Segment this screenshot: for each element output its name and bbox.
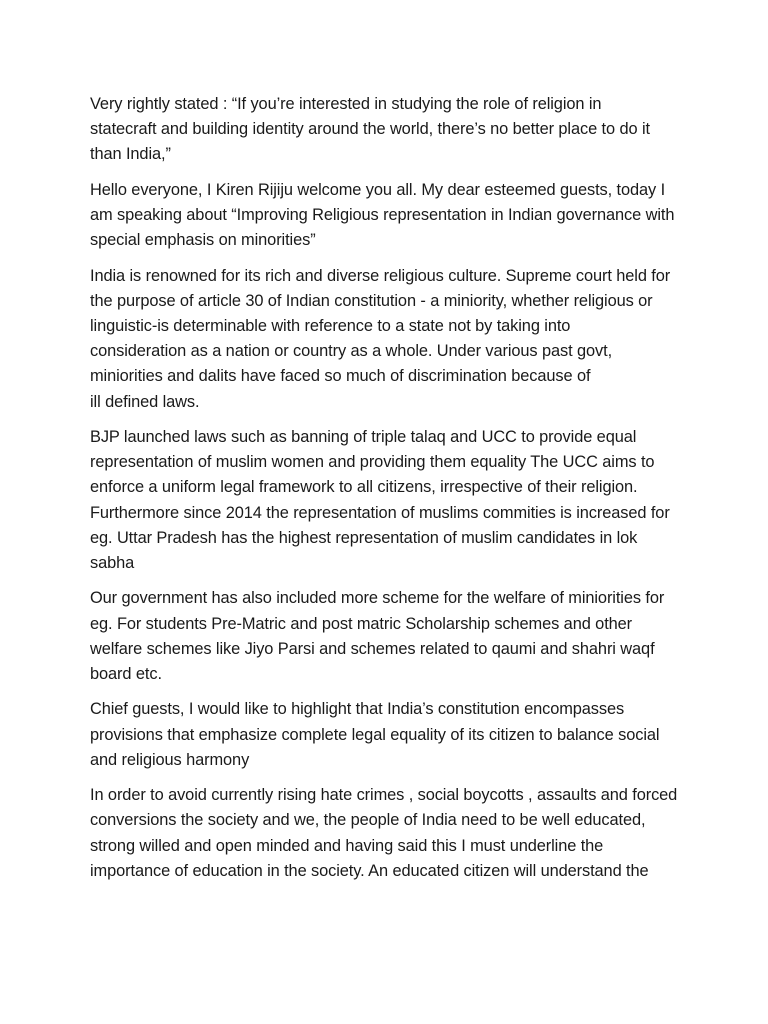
text-line: ill defined laws. <box>90 392 200 411</box>
paragraph-greeting <box>90 178 690 254</box>
text-line: special emphasis on minorities” <box>90 231 316 250</box>
text-line: provisions that emphasize complete legal equality of its citizen to balance social <box>90 725 660 744</box>
text-line: BJP launched laws such as banning of triple talaq and UCC to provide equal <box>90 428 637 446</box>
text-line: eg. Uttar Pradesh has the highest representation of muslim candidates in lok <box>90 528 638 547</box>
text-line: In order to avoid currently rising hate crimes , social boycotts , assaults and forced <box>90 786 678 805</box>
text-line: Chief guests, I would like to highlight that India’s constitution encompasses <box>90 700 625 719</box>
text-line: welfare schemes like Jiyo Parsi and schemes related to qaumi and shahri waqf <box>90 639 655 658</box>
text-line: Hello everyone, I Kiren Rijiju welcome you all. My dear esteemed guests, today I <box>90 180 666 199</box>
text-line: miniorities and dalits have faced so much of discrimination because of <box>90 367 591 386</box>
text-line: Furthermore since 2014 the representation of muslims commities is increased for <box>90 503 670 522</box>
text-line: Very rightly stated : “If you’re interested in studying the role of religion in <box>90 95 602 113</box>
document-body <box>90 92 690 894</box>
text-line: the purpose of article 30 of Indian constitution - a miniority, whether religious or <box>90 291 653 310</box>
paragraph-constitution <box>90 697 690 773</box>
text-line: and religious harmony <box>90 750 250 769</box>
text-line: representation of muslim women and providing them equality The UCC aims to <box>90 453 655 472</box>
text-line: conversions the society and we, the people of India need to be well educated, <box>90 811 646 830</box>
text-line: strong willed and open minded and having said this I must underline the <box>90 836 604 855</box>
paragraph-religious-culture <box>90 264 690 415</box>
text-line: eg. For students Pre-Matric and post matric Scholarship schemes and other <box>90 614 633 633</box>
text-line: statecraft and building identity around the world, there’s no better place to do it <box>90 120 650 139</box>
text-line: linguistic-is determinable with reference to a state not by taking into <box>90 317 571 335</box>
paragraph-education <box>90 783 690 884</box>
text-line: sabha <box>90 554 135 573</box>
text-line: consideration as a nation or country as a whole. Under various past govt, <box>90 342 613 361</box>
text-line: Our government has also included more scheme for the welfare of miniorities for <box>90 589 665 608</box>
text-line: am speaking about “Improving Religious representation in Indian governance with <box>90 206 675 224</box>
text-line: importance of education in the society. An educated citizen will understand the <box>90 861 649 880</box>
paragraph-quote <box>90 92 690 168</box>
paragraph-welfare-schemes <box>90 586 690 687</box>
text-line: enforce a uniform legal framework to all citizens, irrespective of their religion. <box>90 478 638 497</box>
text-line: than India,” <box>90 145 171 164</box>
text-line: India is renowned for its rich and diverse religious culture. Supreme court held for <box>90 266 671 285</box>
paragraph-bjp-laws <box>90 425 690 576</box>
text-line: board etc. <box>90 665 162 684</box>
